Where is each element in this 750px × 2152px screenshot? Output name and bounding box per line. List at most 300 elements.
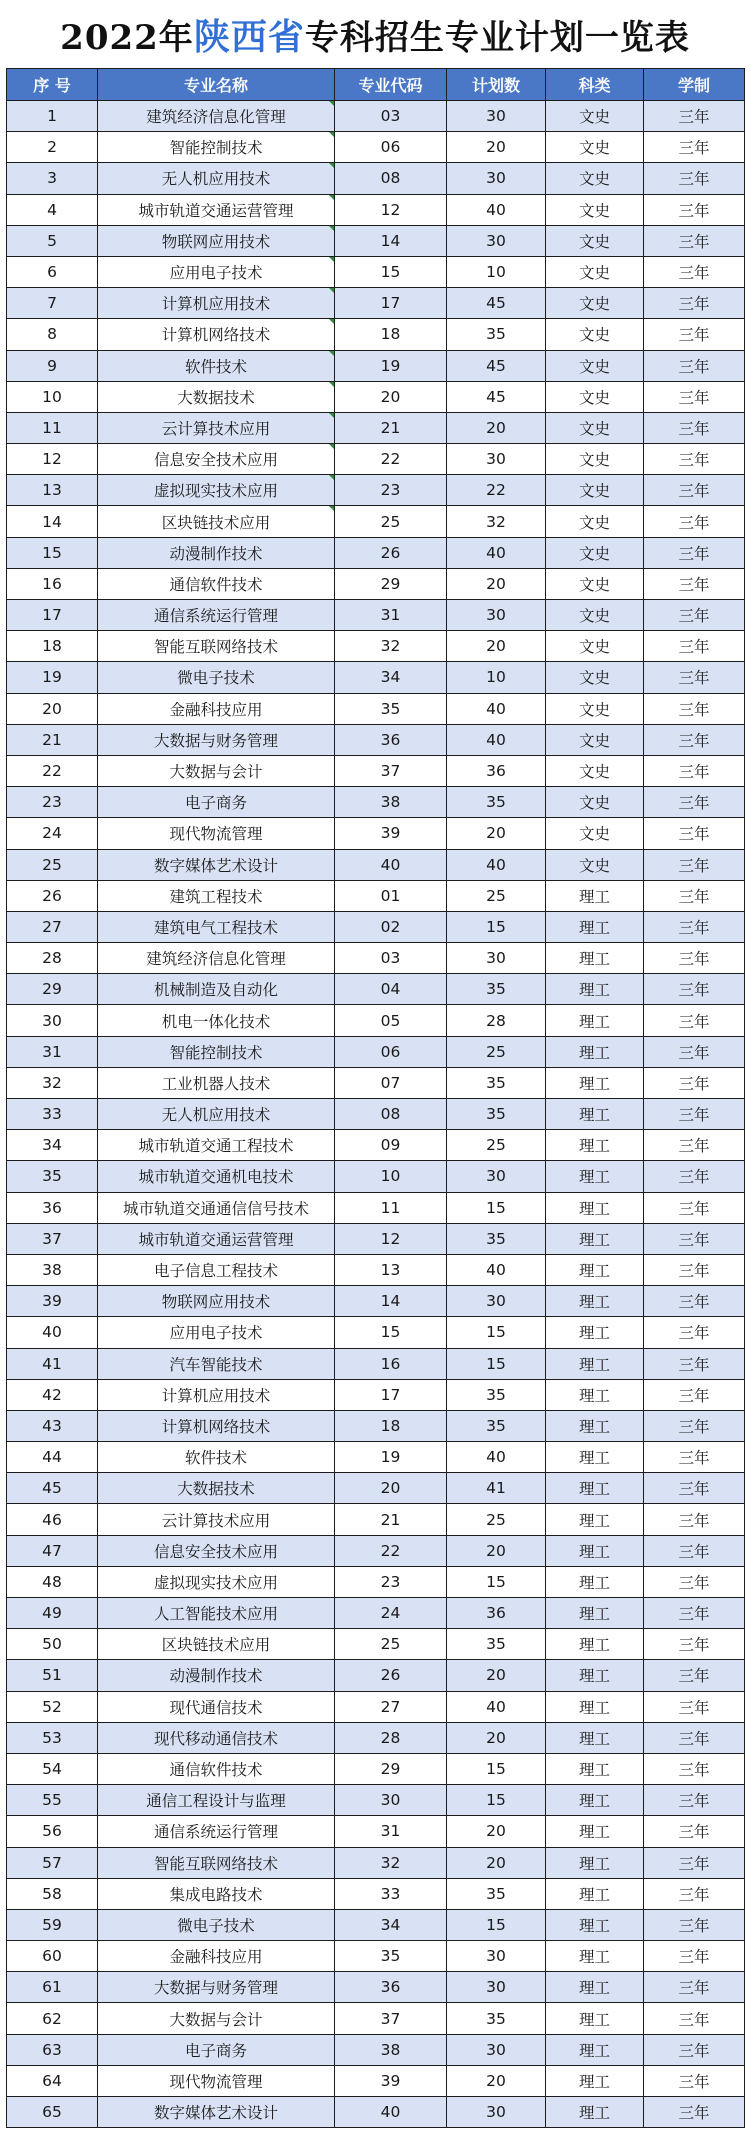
table-row xyxy=(7,537,745,568)
cell-major-code: 27 xyxy=(335,1691,447,1722)
cell-category: 理工 xyxy=(546,1816,644,1847)
cell-category: 理工 xyxy=(546,1036,644,1067)
table-header-row xyxy=(7,69,745,101)
cell-category: 文史 xyxy=(546,412,644,443)
cell-category: 理工 xyxy=(546,1972,644,2003)
cell-category: 文史 xyxy=(546,506,644,537)
cell-duration: 三年 xyxy=(644,911,745,942)
cell-major-name: 物联网应用技术 xyxy=(98,225,335,256)
table-row xyxy=(7,1223,745,1254)
cell-major-name: 城市轨道交通运营管理 xyxy=(98,1223,335,1254)
cell-index: 51 xyxy=(7,1660,98,1691)
cell-category: 理工 xyxy=(546,1941,644,1972)
table-row xyxy=(7,943,745,974)
cell-major-code: 37 xyxy=(335,755,447,786)
cell-major-code: 16 xyxy=(335,1348,447,1379)
cell-category: 理工 xyxy=(546,1878,644,1909)
cell-index: 61 xyxy=(7,1972,98,2003)
cell-plan-count: 40 xyxy=(447,1442,546,1473)
cell-major-name: 应用电子技术 xyxy=(98,1317,335,1348)
cell-major-name: 通信软件技术 xyxy=(98,568,335,599)
table-row xyxy=(7,1379,745,1410)
cell-index: 24 xyxy=(7,818,98,849)
cell-corner-marker xyxy=(329,132,334,137)
cell-major-name: 智能控制技术 xyxy=(98,132,335,163)
cell-duration: 三年 xyxy=(644,1847,745,1878)
cell-duration: 三年 xyxy=(644,631,745,662)
cell-category: 理工 xyxy=(546,943,644,974)
table-row xyxy=(7,1005,745,1036)
cell-major-code: 40 xyxy=(335,2097,447,2128)
cell-major-name: 城市轨道交通通信信号技术 xyxy=(98,1192,335,1223)
cell-category: 文史 xyxy=(546,194,644,225)
cell-index: 35 xyxy=(7,1161,98,1192)
cell-index: 16 xyxy=(7,568,98,599)
cell-major-name: 信息安全技术应用 xyxy=(98,444,335,475)
cell-plan-count: 45 xyxy=(447,381,546,412)
cell-major-name: 通信系统运行管理 xyxy=(98,1816,335,1847)
cell-major-code: 21 xyxy=(335,1504,447,1535)
cell-corner-marker xyxy=(329,195,334,200)
cell-major-code: 39 xyxy=(335,2065,447,2096)
table-row xyxy=(7,132,745,163)
cell-major-code: 29 xyxy=(335,1753,447,1784)
cell-major-code: 31 xyxy=(335,1816,447,1847)
table-row xyxy=(7,911,745,942)
cell-index: 34 xyxy=(7,1130,98,1161)
cell-duration: 三年 xyxy=(644,1223,745,1254)
cell-major-name: 无人机应用技术 xyxy=(98,1099,335,1130)
cell-duration: 三年 xyxy=(644,2097,745,2128)
cell-duration: 三年 xyxy=(644,1629,745,1660)
cell-index: 42 xyxy=(7,1379,98,1410)
table-row xyxy=(7,1972,745,2003)
cell-major-name: 信息安全技术应用 xyxy=(98,1535,335,1566)
cell-index: 7 xyxy=(7,288,98,319)
cell-index: 60 xyxy=(7,1941,98,1972)
cell-index: 9 xyxy=(7,350,98,381)
cell-index: 50 xyxy=(7,1629,98,1660)
cell-plan-count: 30 xyxy=(447,101,546,132)
cell-plan-count: 35 xyxy=(447,1410,546,1441)
table-row xyxy=(7,256,745,287)
cell-major-code: 25 xyxy=(335,506,447,537)
cell-plan-count: 15 xyxy=(447,1785,546,1816)
table-row xyxy=(7,1286,745,1317)
cell-major-code: 36 xyxy=(335,724,447,755)
cell-plan-count: 35 xyxy=(447,1067,546,1098)
cell-duration: 三年 xyxy=(644,755,745,786)
cell-duration: 三年 xyxy=(644,568,745,599)
cell-major-code: 34 xyxy=(335,662,447,693)
cell-major-code: 02 xyxy=(335,911,447,942)
cell-major-code: 40 xyxy=(335,849,447,880)
cell-duration: 三年 xyxy=(644,600,745,631)
cell-duration: 三年 xyxy=(644,1535,745,1566)
cell-category: 理工 xyxy=(546,974,644,1005)
cell-category: 文史 xyxy=(546,787,644,818)
cell-index: 6 xyxy=(7,256,98,287)
cell-plan-count: 40 xyxy=(447,849,546,880)
cell-category: 文史 xyxy=(546,537,644,568)
cell-major-code: 13 xyxy=(335,1254,447,1285)
cell-duration: 三年 xyxy=(644,724,745,755)
cell-index: 28 xyxy=(7,943,98,974)
cell-index: 12 xyxy=(7,444,98,475)
cell-index: 10 xyxy=(7,381,98,412)
table-row xyxy=(7,724,745,755)
cell-category: 文史 xyxy=(546,350,644,381)
cell-duration: 三年 xyxy=(644,1785,745,1816)
cell-plan-count: 20 xyxy=(447,568,546,599)
cell-category: 理工 xyxy=(546,1410,644,1441)
table-row xyxy=(7,600,745,631)
cell-plan-count: 35 xyxy=(447,1629,546,1660)
cell-plan-count: 15 xyxy=(447,1566,546,1597)
table-row xyxy=(7,1722,745,1753)
cell-duration: 三年 xyxy=(644,163,745,194)
cell-duration: 三年 xyxy=(644,1691,745,1722)
cell-index: 18 xyxy=(7,631,98,662)
cell-index: 65 xyxy=(7,2097,98,2128)
cell-category: 理工 xyxy=(546,1691,644,1722)
cell-major-code: 01 xyxy=(335,880,447,911)
cell-duration: 三年 xyxy=(644,194,745,225)
cell-index: 22 xyxy=(7,755,98,786)
cell-plan-count: 20 xyxy=(447,132,546,163)
cell-major-name: 软件技术 xyxy=(98,1442,335,1473)
cell-category: 文史 xyxy=(546,381,644,412)
cell-duration: 三年 xyxy=(644,662,745,693)
cell-major-name: 现代物流管理 xyxy=(98,818,335,849)
cell-plan-count: 20 xyxy=(447,1535,546,1566)
cell-category: 文史 xyxy=(546,600,644,631)
cell-category: 文史 xyxy=(546,631,644,662)
cell-category: 文史 xyxy=(546,568,644,599)
cell-plan-count: 28 xyxy=(447,1005,546,1036)
cell-major-name: 大数据技术 xyxy=(98,1473,335,1504)
cell-duration: 三年 xyxy=(644,1005,745,1036)
cell-plan-count: 35 xyxy=(447,319,546,350)
cell-major-name: 电子商务 xyxy=(98,787,335,818)
cell-major-name: 建筑经济信息化管理 xyxy=(98,101,335,132)
cell-major-name: 城市轨道交通运营管理 xyxy=(98,194,335,225)
cell-major-code: 12 xyxy=(335,1223,447,1254)
cell-major-name: 通信系统运行管理 xyxy=(98,600,335,631)
cell-duration: 三年 xyxy=(644,1878,745,1909)
table-row xyxy=(7,1598,745,1629)
cell-category: 理工 xyxy=(546,1598,644,1629)
cell-index: 59 xyxy=(7,1909,98,1940)
title-year: 2022年 xyxy=(60,17,194,58)
cell-major-name: 集成电路技术 xyxy=(98,1878,335,1909)
cell-plan-count: 15 xyxy=(447,1909,546,1940)
cell-corner-marker xyxy=(329,475,334,480)
table-row xyxy=(7,1473,745,1504)
cell-major-code: 20 xyxy=(335,381,447,412)
table-row xyxy=(7,1036,745,1067)
cell-category: 理工 xyxy=(546,880,644,911)
cell-corner-marker xyxy=(329,382,334,387)
cell-major-name: 云计算技术应用 xyxy=(98,1504,335,1535)
cell-plan-count: 20 xyxy=(447,1660,546,1691)
cell-plan-count: 20 xyxy=(447,818,546,849)
table-row xyxy=(7,444,745,475)
cell-duration: 三年 xyxy=(644,1972,745,2003)
cell-major-code: 32 xyxy=(335,631,447,662)
cell-index: 15 xyxy=(7,537,98,568)
cell-category: 文史 xyxy=(546,818,644,849)
title-suffix: 专科招生专业计划一览表 xyxy=(304,17,690,58)
cell-major-code: 26 xyxy=(335,537,447,568)
cell-index: 19 xyxy=(7,662,98,693)
cell-major-code: 14 xyxy=(335,225,447,256)
cell-duration: 三年 xyxy=(644,880,745,911)
cell-plan-count: 15 xyxy=(447,1753,546,1784)
cell-major-code: 05 xyxy=(335,1005,447,1036)
cell-plan-count: 30 xyxy=(447,600,546,631)
cell-plan-count: 30 xyxy=(447,225,546,256)
table-row xyxy=(7,880,745,911)
cell-duration: 三年 xyxy=(644,1161,745,1192)
table-row xyxy=(7,787,745,818)
cell-major-code: 34 xyxy=(335,1909,447,1940)
cell-major-name: 计算机网络技术 xyxy=(98,1410,335,1441)
table-row xyxy=(7,1161,745,1192)
table-row xyxy=(7,1566,745,1597)
cell-major-code: 15 xyxy=(335,1317,447,1348)
cell-plan-count: 20 xyxy=(447,412,546,443)
cell-major-code: 19 xyxy=(335,1442,447,1473)
cell-major-name: 物联网应用技术 xyxy=(98,1286,335,1317)
cell-plan-count: 30 xyxy=(447,2097,546,2128)
cell-index: 47 xyxy=(7,1535,98,1566)
cell-corner-marker xyxy=(329,444,334,449)
cell-duration: 三年 xyxy=(644,1254,745,1285)
cell-category: 理工 xyxy=(546,1161,644,1192)
cell-index: 21 xyxy=(7,724,98,755)
cell-category: 文史 xyxy=(546,101,644,132)
cell-duration: 三年 xyxy=(644,1410,745,1441)
cell-duration: 三年 xyxy=(644,1598,745,1629)
cell-plan-count: 30 xyxy=(447,2034,546,2065)
cell-major-code: 18 xyxy=(335,319,447,350)
cell-major-name: 智能控制技术 xyxy=(98,1036,335,1067)
table-row xyxy=(7,2003,745,2034)
cell-major-name: 大数据与会计 xyxy=(98,755,335,786)
cell-duration: 三年 xyxy=(644,1348,745,1379)
cell-category: 文史 xyxy=(546,256,644,287)
cell-major-name: 计算机应用技术 xyxy=(98,288,335,319)
cell-plan-count: 30 xyxy=(447,163,546,194)
cell-plan-count: 35 xyxy=(447,1223,546,1254)
cell-major-name: 智能互联网络技术 xyxy=(98,1847,335,1878)
cell-plan-count: 40 xyxy=(447,194,546,225)
cell-major-name: 大数据与会计 xyxy=(98,2003,335,2034)
table-row xyxy=(7,755,745,786)
cell-category: 理工 xyxy=(546,1317,644,1348)
cell-duration: 三年 xyxy=(644,1286,745,1317)
cell-major-code: 18 xyxy=(335,1410,447,1441)
cell-index: 64 xyxy=(7,2065,98,2096)
table-row xyxy=(7,2097,745,2128)
cell-major-name: 区块链技术应用 xyxy=(98,506,335,537)
cell-duration: 三年 xyxy=(644,288,745,319)
cell-duration: 三年 xyxy=(644,787,745,818)
cell-index: 11 xyxy=(7,412,98,443)
cell-plan-count: 35 xyxy=(447,1099,546,1130)
cell-major-name: 城市轨道交通工程技术 xyxy=(98,1130,335,1161)
table-row xyxy=(7,693,745,724)
cell-category: 文史 xyxy=(546,444,644,475)
table-row xyxy=(7,2065,745,2096)
table-row xyxy=(7,1317,745,1348)
cell-duration: 三年 xyxy=(644,1566,745,1597)
cell-major-code: 26 xyxy=(335,1660,447,1691)
cell-plan-count: 40 xyxy=(447,1254,546,1285)
cell-major-name: 数字媒体艺术设计 xyxy=(98,2097,335,2128)
header-plan-count: 计划数 xyxy=(447,69,546,101)
cell-plan-count: 35 xyxy=(447,1379,546,1410)
cell-duration: 三年 xyxy=(644,1036,745,1067)
cell-major-code: 36 xyxy=(335,1972,447,2003)
cell-major-code: 10 xyxy=(335,1161,447,1192)
cell-plan-count: 30 xyxy=(447,1161,546,1192)
cell-index: 2 xyxy=(7,132,98,163)
cell-major-code: 31 xyxy=(335,600,447,631)
cell-major-code: 12 xyxy=(335,194,447,225)
cell-duration: 三年 xyxy=(644,2034,745,2065)
cell-duration: 三年 xyxy=(644,506,745,537)
cell-plan-count: 22 xyxy=(447,475,546,506)
cell-index: 56 xyxy=(7,1816,98,1847)
cell-index: 4 xyxy=(7,194,98,225)
cell-index: 25 xyxy=(7,849,98,880)
cell-major-name: 虚拟现实技术应用 xyxy=(98,1566,335,1597)
cell-major-code: 08 xyxy=(335,1099,447,1130)
cell-index: 54 xyxy=(7,1753,98,1784)
table-row xyxy=(7,381,745,412)
cell-index: 33 xyxy=(7,1099,98,1130)
cell-corner-marker xyxy=(329,413,334,418)
cell-major-code: 06 xyxy=(335,132,447,163)
cell-category: 理工 xyxy=(546,1660,644,1691)
cell-category: 理工 xyxy=(546,1909,644,1940)
cell-major-code: 23 xyxy=(335,475,447,506)
cell-plan-count: 40 xyxy=(447,693,546,724)
cell-major-name: 工业机器人技术 xyxy=(98,1067,335,1098)
cell-major-code: 11 xyxy=(335,1192,447,1223)
cell-major-name: 城市轨道交通机电技术 xyxy=(98,1161,335,1192)
cell-index: 31 xyxy=(7,1036,98,1067)
table-row xyxy=(7,662,745,693)
cell-major-name: 通信软件技术 xyxy=(98,1753,335,1784)
cell-major-name: 微电子技术 xyxy=(98,662,335,693)
table-row xyxy=(7,2034,745,2065)
cell-index: 41 xyxy=(7,1348,98,1379)
cell-duration: 三年 xyxy=(644,974,745,1005)
cell-corner-marker xyxy=(329,163,334,168)
cell-index: 20 xyxy=(7,693,98,724)
cell-corner-marker xyxy=(329,506,334,511)
cell-duration: 三年 xyxy=(644,693,745,724)
cell-major-code: 17 xyxy=(335,1379,447,1410)
cell-major-name: 应用电子技术 xyxy=(98,256,335,287)
cell-category: 理工 xyxy=(546,2003,644,2034)
cell-duration: 三年 xyxy=(644,1941,745,1972)
cell-duration: 三年 xyxy=(644,2003,745,2034)
cell-duration: 三年 xyxy=(644,1130,745,1161)
cell-duration: 三年 xyxy=(644,132,745,163)
cell-category: 文史 xyxy=(546,849,644,880)
cell-duration: 三年 xyxy=(644,1067,745,1098)
cell-duration: 三年 xyxy=(644,256,745,287)
cell-duration: 三年 xyxy=(644,319,745,350)
cell-plan-count: 20 xyxy=(447,1816,546,1847)
cell-plan-count: 10 xyxy=(447,256,546,287)
table-row xyxy=(7,1660,745,1691)
cell-corner-marker xyxy=(329,101,334,106)
cell-major-name: 电子信息工程技术 xyxy=(98,1254,335,1285)
table-row xyxy=(7,568,745,599)
cell-index: 48 xyxy=(7,1566,98,1597)
cell-index: 27 xyxy=(7,911,98,942)
cell-category: 理工 xyxy=(546,1379,644,1410)
cell-major-name: 计算机网络技术 xyxy=(98,319,335,350)
cell-index: 40 xyxy=(7,1317,98,1348)
cell-duration: 三年 xyxy=(644,381,745,412)
cell-duration: 三年 xyxy=(644,1442,745,1473)
cell-duration: 三年 xyxy=(644,1192,745,1223)
cell-index: 46 xyxy=(7,1504,98,1535)
cell-plan-count: 40 xyxy=(447,537,546,568)
cell-category: 文史 xyxy=(546,475,644,506)
cell-plan-count: 20 xyxy=(447,631,546,662)
cell-plan-count: 35 xyxy=(447,974,546,1005)
cell-plan-count: 30 xyxy=(447,1286,546,1317)
cell-major-name: 微电子技术 xyxy=(98,1909,335,1940)
cell-plan-count: 30 xyxy=(447,943,546,974)
cell-major-name: 虚拟现实技术应用 xyxy=(98,475,335,506)
cell-index: 57 xyxy=(7,1847,98,1878)
cell-duration: 三年 xyxy=(644,1816,745,1847)
cell-category: 文史 xyxy=(546,319,644,350)
table-row xyxy=(7,1099,745,1130)
cell-category: 文史 xyxy=(546,225,644,256)
cell-category: 理工 xyxy=(546,2034,644,2065)
cell-category: 理工 xyxy=(546,1442,644,1473)
cell-major-code: 09 xyxy=(335,1130,447,1161)
cell-duration: 三年 xyxy=(644,1909,745,1940)
cell-index: 49 xyxy=(7,1598,98,1629)
cell-category: 理工 xyxy=(546,1099,644,1130)
enrollment-plan-table xyxy=(6,68,745,2128)
cell-category: 理工 xyxy=(546,2065,644,2096)
cell-plan-count: 41 xyxy=(447,1473,546,1504)
cell-index: 23 xyxy=(7,787,98,818)
cell-major-name: 动漫制作技术 xyxy=(98,1660,335,1691)
table-row xyxy=(7,1629,745,1660)
cell-index: 5 xyxy=(7,225,98,256)
cell-major-code: 22 xyxy=(335,444,447,475)
cell-major-name: 人工智能技术应用 xyxy=(98,1598,335,1629)
cell-plan-count: 35 xyxy=(447,2003,546,2034)
cell-plan-count: 30 xyxy=(447,444,546,475)
table-row xyxy=(7,101,745,132)
table-row xyxy=(7,1130,745,1161)
cell-index: 8 xyxy=(7,319,98,350)
cell-duration: 三年 xyxy=(644,225,745,256)
